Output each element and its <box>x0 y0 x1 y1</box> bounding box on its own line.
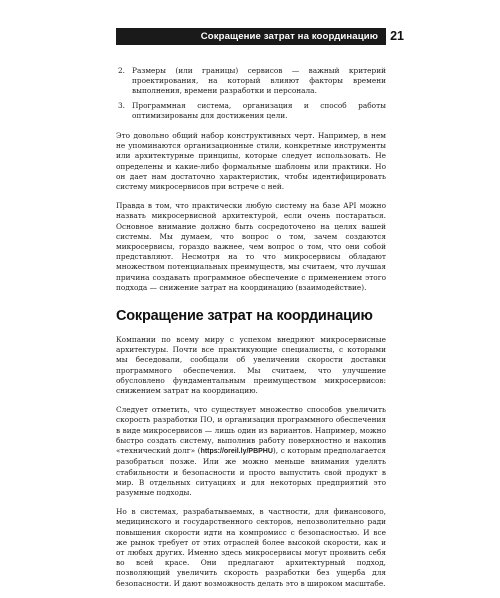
page-content <box>116 66 386 598</box>
list-item-number: 3. <box>118 100 126 110</box>
section-heading: Сокращение затрат на координацию <box>116 308 373 325</box>
list-item-text: Программная система, организация и способ работы оптимизированы для достижения цели. <box>132 100 386 120</box>
running-header-title: Сокращение затрат на координацию <box>200 31 378 42</box>
paragraph: Это довольно общий набор конструктивных черт. Например, в нем не упоминаются организационные стили, конкретные инструменты или архитектурные принципы, которые следует использовать. Не определены и какие-либо формальные шаблоны или практики. Но он дает нам достаточно характеристик, чтобы идентифицировать систему микросервисов при встрече с ней. <box>116 131 386 192</box>
running-header <box>116 28 386 45</box>
tech-debt-link[interactable]: https://oreil.ly/PBPHU <box>200 448 273 456</box>
list-item-text: Размеры (или границы) сервисов — важный критерий проектирования, на который влияют факторы времени выполнения, времени разработки и персонала. <box>132 66 386 96</box>
list-item <box>116 66 386 97</box>
numbered-list <box>116 66 386 121</box>
paragraph-text: Следует отметить, что существует множество способов увеличить скорость разработки ПО, и организация программного обеспечения в виде микросервисов — лишь один из вариантов. Например, можно быстро создать систему, выполнив работу поверхностно и накопив «технический долг» ( <box>116 405 386 456</box>
paragraph: Но в системах, разрабатываемых, в частности, для финансового, медицинского и государственного секторов, непозволительно ради повышения скорости идти на компромисс с безопасностью. И все же рынок требует от этих отраслей более высокой скорости, как и от любых других. Именно здесь микросервисы могут проявить себя во всей красе. Они предлагают архитектурный подход, позволяющий увеличить скорость разработки без ущерба для безопасности. И дают возможность делать это в широком масштабе. <box>116 507 386 588</box>
paragraph <box>116 405 386 498</box>
list-item-number: 2. <box>118 66 126 75</box>
page-number: 21 <box>390 29 404 43</box>
paragraph: Правда в том, что практически любую систему на базе API можно назвать микросервисной архитектурой, если очень постараться. Основное внимание должно быть сосредоточено на целях вашей системы. Мы думаем, что вопрос о том, зачем создаются микросервисы, гораздо важнее, чем вопрос о том, что они собой представляют. Несмотря на то что микросервисы обладают множеством потенциальных преимуществ, мы считаем, что лучшая причина создавать программное обеспечение с применением этого подхода — снижение затрат на координацию (взаимодействие). <box>116 201 386 292</box>
list-item <box>116 101 386 121</box>
paragraph: Компании по всему миру с успехом внедряют микросервисные архитектуры. Почти все практикующие специалисты, с которыми мы беседовали, сообщали об увеличении скорости доставки программного обеспечения. Мы считаем, что улучшение обусловлено фундаментальным преимуществом микросервисов: снижением затрат на координацию. <box>116 335 386 396</box>
paragraph-text: ), с которым предполагается разобраться позже. Или же можно меньше внимания уделять стабильности и безопасности и просто выпустить свой продукт в мир. В отдельных ситуациях и для некоторых предприятий это разумные подходы. <box>116 446 386 497</box>
